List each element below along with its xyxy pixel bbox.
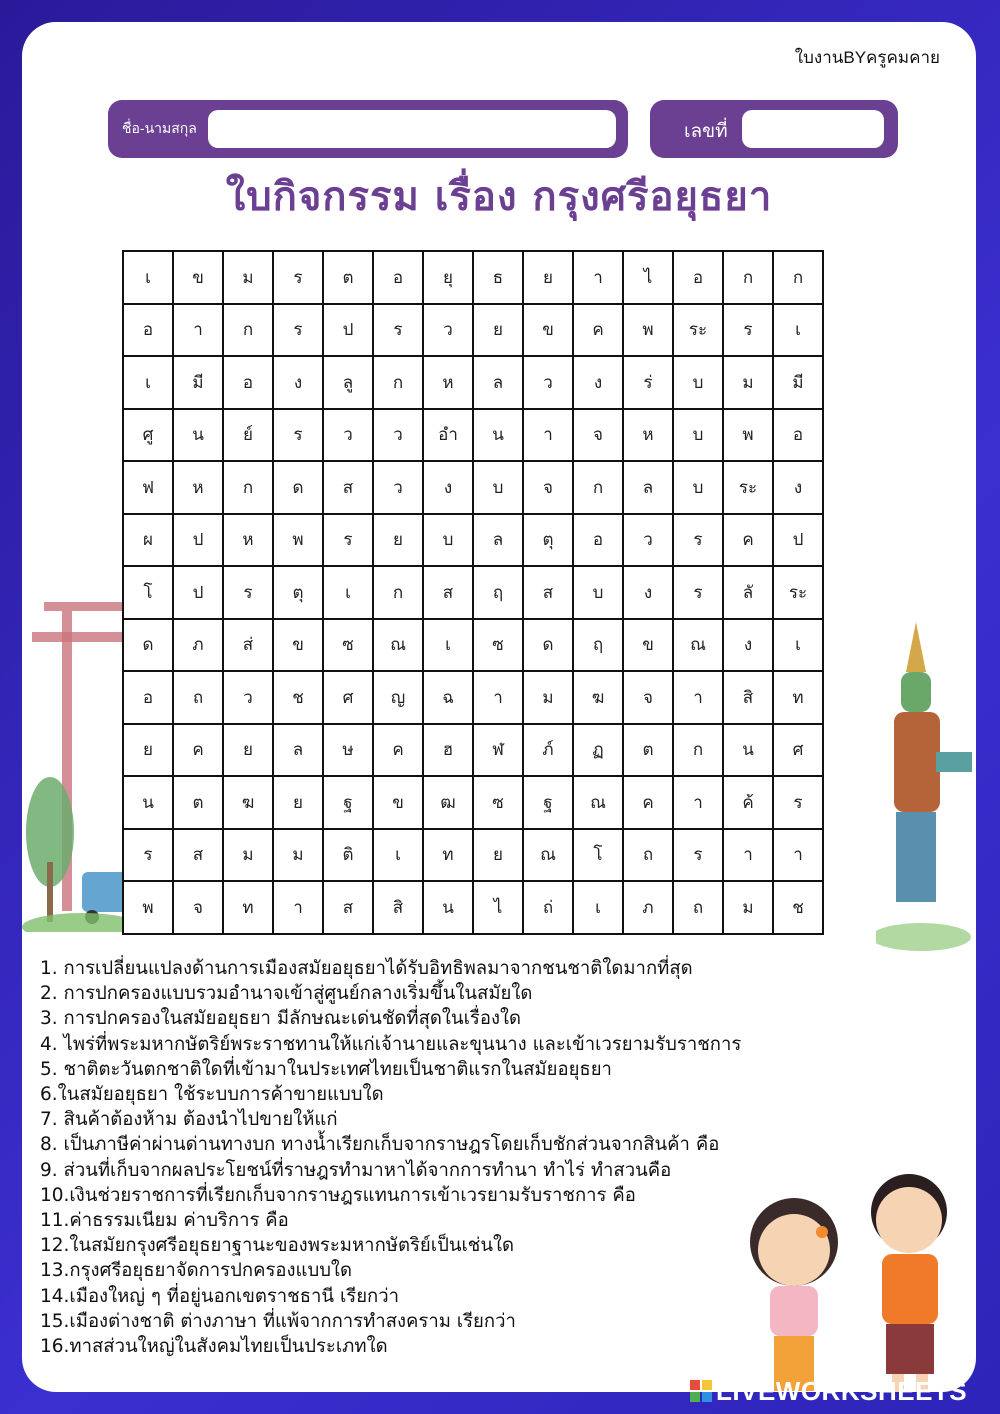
grid-cell[interactable]: ผ	[123, 514, 173, 567]
grid-cell[interactable]: ห	[173, 461, 223, 514]
grid-cell[interactable]: มี	[173, 356, 223, 409]
grid-cell[interactable]: ฉ	[423, 671, 473, 724]
grid-cell[interactable]: ย	[123, 724, 173, 777]
grid-cell[interactable]: ก	[573, 461, 623, 514]
grid-cell[interactable]: ภ	[623, 881, 673, 934]
grid-cell[interactable]: ส	[323, 881, 373, 934]
grid-cell[interactable]: ย	[473, 829, 523, 882]
grid-cell[interactable]: เ	[323, 566, 373, 619]
grid-cell[interactable]: จ	[623, 671, 673, 724]
grid-cell[interactable]: ว	[373, 461, 423, 514]
grid-row	[123, 409, 823, 462]
grid-cell[interactable]: ว	[323, 409, 373, 462]
grid-cell[interactable]: ม	[223, 829, 273, 882]
grid-cell[interactable]: ห	[623, 409, 673, 462]
grid-cell[interactable]: ณ	[673, 619, 723, 672]
credit-text: ใบงานBYครูคมคาย	[794, 48, 940, 67]
grid-cell[interactable]: ฐ	[323, 776, 373, 829]
grid-cell[interactable]: ฤ	[573, 619, 623, 672]
grid-cell[interactable]: บ	[673, 409, 723, 462]
question-item: 6.ในสมัยอยุธยา ใช้ระบบการค้าขายแบบใด	[40, 1084, 384, 1106]
grid-cell[interactable]: ณ	[573, 776, 623, 829]
grid-cell[interactable]: ข	[373, 776, 423, 829]
grid-cell[interactable]: ก	[673, 724, 723, 777]
grid-cell[interactable]: บ	[673, 461, 723, 514]
grid-cell[interactable]: ต	[623, 724, 673, 777]
grid-cell[interactable]: น	[123, 776, 173, 829]
question-list	[40, 956, 741, 1359]
thai-kids-illustration	[734, 1162, 976, 1392]
grid-cell[interactable]: า	[723, 829, 773, 882]
grid-cell[interactable]: อ	[773, 409, 823, 462]
grid-cell[interactable]: ป	[773, 514, 823, 567]
grid-cell[interactable]: ข	[623, 619, 673, 672]
grid-cell[interactable]: ร่	[623, 356, 673, 409]
grid-cell[interactable]: ง	[423, 461, 473, 514]
brand-text: LIVEWORKSHEETS	[716, 1376, 968, 1406]
word-search-grid	[122, 250, 824, 935]
grid-cell[interactable]: เ	[773, 619, 823, 672]
question-item: 3. การปกครองในสมัยอยุธยา มีลักษณะเด่นชัดที่สุดในเรื่องใด	[40, 1008, 522, 1030]
grid-cell[interactable]: ฮ	[423, 724, 473, 777]
grid-cell[interactable]: ด	[523, 619, 573, 672]
grid-cell[interactable]: บ	[423, 514, 473, 567]
grid-cell[interactable]: พ	[123, 881, 173, 934]
grid-cell[interactable]: บ	[473, 461, 523, 514]
question-item: 13.กรุงศรีอยุธยาจัดการปกครองแบบใด	[40, 1260, 352, 1282]
grid-cell[interactable]: มี	[773, 356, 823, 409]
grid-cell[interactable]: า	[773, 829, 823, 882]
grid-cell[interactable]: ฟ	[123, 461, 173, 514]
name-label: ชื่อ-นามสกุล	[122, 120, 197, 136]
grid-cell[interactable]: ร	[773, 776, 823, 829]
grid-cell[interactable]: ห	[223, 514, 273, 567]
grid-cell[interactable]: ยุ	[423, 251, 473, 304]
grid-cell[interactable]: อ	[673, 251, 723, 304]
grid-cell[interactable]: ก	[373, 356, 423, 409]
grid-cell[interactable]: ช	[273, 671, 323, 724]
grid-cell[interactable]: ท	[773, 671, 823, 724]
grid-cell[interactable]: โ	[573, 829, 623, 882]
grid-cell[interactable]: ง	[273, 356, 323, 409]
question-item: 15.เมืองต่างชาติ ต่างภาษา ที่แพ้จากการทำสงคราม เรียกว่า	[40, 1310, 516, 1332]
grid-cell[interactable]: ฒ	[423, 776, 473, 829]
grid-cell[interactable]: ว	[423, 304, 473, 357]
grid-cell[interactable]: บ	[673, 356, 723, 409]
grid-cell[interactable]: ล	[473, 514, 523, 567]
grid-cell[interactable]: ย	[273, 776, 323, 829]
giant-guardian-illustration	[876, 622, 976, 952]
grid-cell[interactable]: ติ	[323, 829, 373, 882]
grid-cell[interactable]: ง	[723, 619, 773, 672]
grid-cell[interactable]: ล	[623, 461, 673, 514]
grid-cell[interactable]: ด	[273, 461, 323, 514]
grid-cell[interactable]: อ	[123, 304, 173, 357]
name-bar	[108, 100, 628, 158]
grid-cell[interactable]: ต	[323, 251, 373, 304]
grid-cell[interactable]: เ	[423, 619, 473, 672]
grid-cell[interactable]: ม	[723, 881, 773, 934]
grid-cell[interactable]: เ	[773, 304, 823, 357]
number-input[interactable]	[742, 110, 884, 148]
grid-cell[interactable]: ฐ	[523, 776, 573, 829]
grid-row	[123, 619, 823, 672]
grid-cell[interactable]: ร	[673, 514, 723, 567]
grid-cell[interactable]: ด	[123, 619, 173, 672]
grid-cell[interactable]: ว	[523, 356, 573, 409]
grid-cell[interactable]: ซ	[323, 619, 373, 672]
grid-cell[interactable]: ร	[123, 829, 173, 882]
grid-cell[interactable]: ย	[523, 251, 573, 304]
question-item: 8. เป็นภาษีค่าผ่านด่านทางบก ทางน้ำเรียกเก็บจากราษฎรโดยเก็บชักส่วนจากสินค้า คือ	[40, 1134, 720, 1156]
grid-cell[interactable]: ส	[173, 829, 223, 882]
grid-row	[123, 776, 823, 829]
grid-cell[interactable]: ตุ	[273, 566, 323, 619]
grid-cell[interactable]: อ	[223, 356, 273, 409]
grid-cell[interactable]: ข	[173, 251, 223, 304]
grid-cell[interactable]: ย์	[223, 409, 273, 462]
grid-cell[interactable]: ท	[223, 881, 273, 934]
grid-cell[interactable]: ร	[723, 304, 773, 357]
grid-cell[interactable]: อ	[573, 514, 623, 567]
liveworksheets-logo-icon	[690, 1380, 712, 1402]
grid-cell[interactable]: ว	[623, 514, 673, 567]
question-item: 10.เงินช่วยราชการที่เรียกเก็บจากราษฎรแทนการเข้าเวรยามรับราชการ คือ	[40, 1184, 636, 1206]
grid-cell[interactable]: น	[473, 409, 523, 462]
grid-cell[interactable]: ภ์	[523, 724, 573, 777]
grid-cell[interactable]: ก	[773, 251, 823, 304]
grid-cell[interactable]: า	[673, 671, 723, 724]
grid-cell[interactable]: ร	[273, 251, 323, 304]
worksheet-page	[22, 22, 976, 1392]
grid-cell[interactable]: อ	[123, 671, 173, 724]
grid-cell[interactable]: ร	[273, 409, 323, 462]
grid-cell[interactable]: ย	[373, 514, 423, 567]
grid-cell[interactable]: น	[423, 881, 473, 934]
grid-cell[interactable]: อ	[373, 251, 423, 304]
grid-cell[interactable]: า	[523, 409, 573, 462]
temple-gate-illustration	[22, 592, 132, 932]
grid-cell[interactable]: ตุ	[523, 514, 573, 567]
grid-cell[interactable]: พ	[723, 409, 773, 462]
grid-cell[interactable]: ย	[223, 724, 273, 777]
grid-cell[interactable]: ง	[773, 461, 823, 514]
grid-cell[interactable]: ช	[773, 881, 823, 934]
grid-cell[interactable]: จ	[173, 881, 223, 934]
grid-cell[interactable]: ไ	[623, 251, 673, 304]
grid-cell[interactable]: ระ	[723, 461, 773, 514]
grid-cell[interactable]: า	[273, 881, 323, 934]
question-item: 5. ชาติตะวันตกชาติใดที่เข้ามาในประเทศไทยเป็นชาติแรกในสมัยอยุธยา	[40, 1058, 612, 1080]
grid-cell[interactable]: ลู	[323, 356, 373, 409]
grid-cell[interactable]: ค	[573, 304, 623, 357]
grid-cell[interactable]: ว	[373, 409, 423, 462]
grid-cell[interactable]: ภ	[173, 619, 223, 672]
grid-cell[interactable]: ข	[523, 304, 573, 357]
grid-row	[123, 304, 823, 357]
grid-cell[interactable]: ป	[173, 566, 223, 619]
grid-cell[interactable]: ม	[273, 829, 323, 882]
grid-cell[interactable]: บ	[573, 566, 623, 619]
grid-cell[interactable]: ญ	[373, 671, 423, 724]
grid-cell[interactable]: อำ	[423, 409, 473, 462]
grid-row	[123, 829, 823, 882]
name-input[interactable]	[208, 110, 616, 148]
grid-cell[interactable]: ลั	[723, 566, 773, 619]
question-item: 16.ทาสส่วนใหญ่ในสังคมไทยเป็นประเภทใด	[40, 1336, 388, 1358]
number-bar	[650, 100, 898, 158]
grid-cell[interactable]: ณ	[373, 619, 423, 672]
grid-cell[interactable]: จ	[523, 461, 573, 514]
grid-cell[interactable]: ร	[673, 829, 723, 882]
grid-cell[interactable]: ระ	[673, 304, 723, 357]
grid-cell[interactable]: ข	[273, 619, 323, 672]
grid-cell[interactable]: ว	[223, 671, 273, 724]
grid-row	[123, 356, 823, 409]
grid-cell[interactable]: ม	[223, 251, 273, 304]
grid-cell[interactable]: เ	[123, 356, 173, 409]
grid-cell[interactable]: ณ	[523, 829, 573, 882]
grid-cell[interactable]: สิ	[723, 671, 773, 724]
grid-cell[interactable]: ระ	[773, 566, 823, 619]
grid-cell[interactable]: ง	[623, 566, 673, 619]
question-item: 14.เมืองใหญ่ ๆ ที่อยู่นอกเขตราชธานี เรียกว่า	[40, 1285, 400, 1307]
grid-cell[interactable]: ศู	[123, 409, 173, 462]
grid-cell[interactable]: ร	[223, 566, 273, 619]
question-item: 4. ไพร่ที่พระมหากษัตริย์พระราชทานให้แก่เจ้านายและขุนนาง และเข้าเวรยามรับราชการ	[40, 1033, 742, 1055]
grid-cell[interactable]: า	[173, 304, 223, 357]
grid-row	[123, 724, 823, 777]
grid-cell[interactable]: ป	[173, 514, 223, 567]
grid-cell[interactable]: ค้	[723, 776, 773, 829]
grid-cell[interactable]: ฏ	[573, 724, 623, 777]
grid-cell[interactable]: ถ	[623, 829, 673, 882]
grid-cell[interactable]: ฤ	[473, 566, 523, 619]
grid-cell[interactable]: ร	[273, 304, 323, 357]
question-item: 7. สินค้าต้องห้าม ต้องนำไปขายให้แก่	[40, 1109, 338, 1131]
grid-cell[interactable]: ท	[423, 829, 473, 882]
grid-cell[interactable]: ฬ	[473, 724, 523, 777]
grid-cell[interactable]: โ	[123, 566, 173, 619]
grid-cell[interactable]: ม	[723, 356, 773, 409]
grid-cell[interactable]: ล	[473, 356, 523, 409]
question-item: 11.ค่าธรรมเนียม ค่าบริการ คือ	[40, 1210, 289, 1232]
grid-row	[123, 671, 823, 724]
question-item: 9. ส่วนที่เก็บจากผลประโยชน์ที่ราษฎรทำมาหาได้จากการทำนา ทำไร่ ทำสวนคือ	[40, 1159, 672, 1181]
grid-cell[interactable]: ค	[723, 514, 773, 567]
grid-cell[interactable]: ฆ	[573, 671, 623, 724]
grid-cell[interactable]: ม	[523, 671, 573, 724]
grid-cell[interactable]: ต	[173, 776, 223, 829]
grid-cell[interactable]: ค	[373, 724, 423, 777]
grid-cell[interactable]: จ	[573, 409, 623, 462]
grid-row	[123, 251, 823, 304]
grid-cell[interactable]: ซ	[473, 776, 523, 829]
grid-cell[interactable]: สิ	[373, 881, 423, 934]
grid-cell[interactable]: ค	[623, 776, 673, 829]
grid-cell[interactable]: ค	[173, 724, 223, 777]
liveworksheets-brand	[690, 1376, 967, 1406]
grid-row	[123, 566, 823, 619]
grid-cell[interactable]: ษ	[323, 724, 373, 777]
question-item: 2. การปกครองแบบรวมอำนาจเข้าสู่ศูนย์กลางเริ่มขึ้นในสมัยใด	[40, 983, 533, 1005]
grid-cell[interactable]: า	[573, 251, 623, 304]
grid-cell[interactable]: น	[723, 724, 773, 777]
grid-row	[123, 461, 823, 514]
grid-cell[interactable]: เ	[373, 829, 423, 882]
grid-cell[interactable]: ล	[273, 724, 323, 777]
grid-cell[interactable]: ซ	[473, 619, 523, 672]
grid-cell[interactable]: ร	[673, 566, 723, 619]
grid-cell[interactable]: ก	[223, 304, 273, 357]
question-item: 1. การเปลี่ยนแปลงด้านการเมืองสมัยอยุธยาได้รับอิทธิพลมาจากชนชาติใดมากที่สุด	[40, 958, 693, 979]
grid-cell[interactable]: ก	[723, 251, 773, 304]
grid-cell[interactable]: พ	[623, 304, 673, 357]
grid-cell[interactable]: ร	[373, 304, 423, 357]
grid-cell[interactable]: เ	[573, 881, 623, 934]
grid-cell[interactable]: ถ่	[523, 881, 573, 934]
grid-cell[interactable]: ฆ	[223, 776, 273, 829]
grid-cell[interactable]: ห	[423, 356, 473, 409]
grid-cell[interactable]: ส	[423, 566, 473, 619]
grid-cell[interactable]: ธ	[473, 251, 523, 304]
grid-cell[interactable]: เ	[123, 251, 173, 304]
question-item: 12.ในสมัยกรุงศรีอยุธยาฐานะของพระมหากษัตริย์เป็นเช่นใด	[40, 1235, 515, 1257]
grid-row	[123, 514, 823, 567]
grid-cell[interactable]: ไ	[473, 881, 523, 934]
page-title: ใบกิจกรรม เรื่อง กรุงศรีอยุธยา	[225, 174, 773, 220]
grid-cell[interactable]: ป	[323, 304, 373, 357]
grid-cell[interactable]: ศ	[773, 724, 823, 777]
grid-cell[interactable]: ถ	[173, 671, 223, 724]
grid-cell[interactable]: ส	[523, 566, 573, 619]
number-label: เลขที่	[684, 121, 728, 142]
grid-cell[interactable]: ง	[573, 356, 623, 409]
grid-cell[interactable]: น	[173, 409, 223, 462]
grid-cell[interactable]: ส	[323, 461, 373, 514]
grid-cell[interactable]: ศ	[323, 671, 373, 724]
grid-cell[interactable]: ร	[323, 514, 373, 567]
grid-cell[interactable]: ย	[473, 304, 523, 357]
grid-cell[interactable]: พ	[273, 514, 323, 567]
grid-cell[interactable]: ส่	[223, 619, 273, 672]
grid-cell[interactable]: า	[473, 671, 523, 724]
grid-cell[interactable]: ก	[373, 566, 423, 619]
grid-cell[interactable]: า	[673, 776, 723, 829]
grid-cell[interactable]: ถ	[673, 881, 723, 934]
grid-cell[interactable]: ก	[223, 461, 273, 514]
grid-row	[123, 881, 823, 934]
